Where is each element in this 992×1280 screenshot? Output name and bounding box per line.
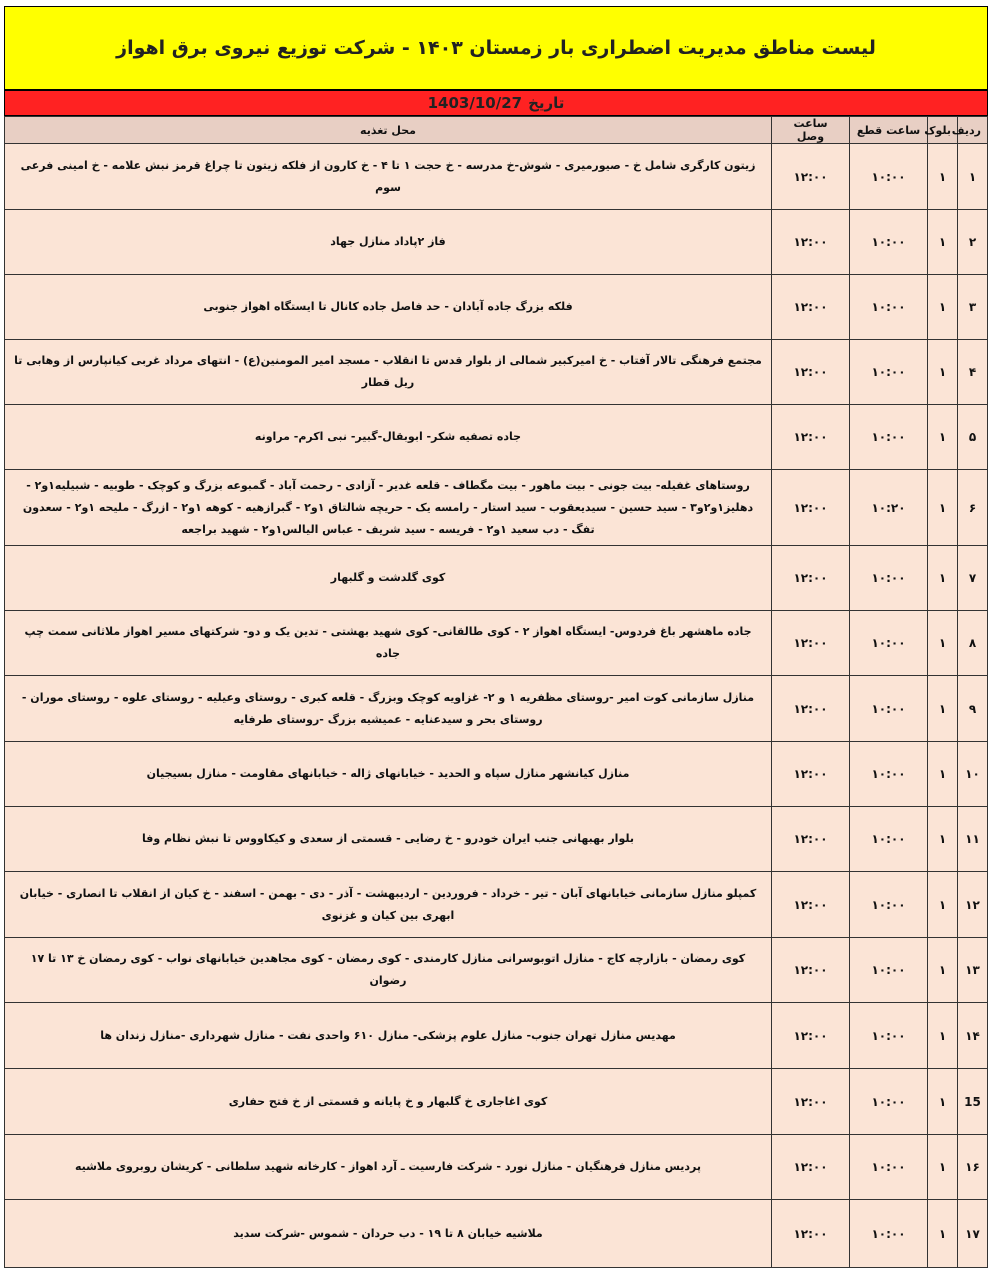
header-connect-time: ساعت وصل [772,117,850,144]
row-number-cell: ۸ [958,611,988,676]
block-cell: ۱ [928,1069,958,1135]
row-number-cell: ۴ [958,340,988,405]
header-cut-time: ساعت قطع [850,117,928,144]
row-number-cell: ۱۰ [958,742,988,807]
cut-time-cell: ۱۰:۰۰ [850,676,928,742]
connect-time-cell: ۱۲:۰۰ [772,210,850,275]
connect-time-cell: ۱۲:۰۰ [772,807,850,872]
connect-time-cell: ۱۲:۰۰ [772,742,850,807]
row-number-cell: 15 [958,1069,988,1135]
cut-time-cell: ۱۰:۰۰ [850,872,928,938]
row-number-cell: ۹ [958,676,988,742]
table-row [5,144,988,210]
block-cell: ۱ [928,144,958,210]
date-value: 1403/10/27 [427,94,523,112]
table-row [5,1003,988,1069]
connect-time-cell: ۱۲:۰۰ [772,1003,850,1069]
header-block: بلوک [928,117,958,144]
location-cell: روستاهای غفیله- بیت جونی - بیت ماهور - بیت مگطاف - قلعه غدیر - آزادی - رحمت آباد - گمبوعه بزرگ و کوچک - طوبیه - شبیلیه۱و۲ - دهلیز۱و۲و۳ - سید حسین - سیدیعقوب - سید استار - رامسه یک - حریچه شالتاق ۱و۲ - گبرازهیه - کوهه ۱و۲ - ازرگ - ملیحه ۱و۲ - سعدون تفگ - دب سعید ۱و۲ - فریسه - سید شریف - عباس الیالس۱و۲ - شهید براجعه [5,470,772,546]
cut-time-cell: ۱۰:۰۰ [850,340,928,405]
location-cell: کوی گلدشت و گلبهار [5,546,772,611]
row-number-cell: ۶ [958,470,988,546]
connect-time-cell: ۱۲:۰۰ [772,470,850,546]
cut-time-cell: ۱۰:۰۰ [850,405,928,470]
table-row [5,1200,988,1268]
table-row [5,210,988,275]
block-cell: ۱ [928,1200,958,1268]
table-row [5,275,988,340]
connect-time-cell: ۱۲:۰۰ [772,546,850,611]
table-row [5,742,988,807]
header-location: محل تغذیه [5,117,772,144]
block-cell: ۱ [928,807,958,872]
row-number-cell: ۱۳ [958,938,988,1003]
cut-time-cell: ۱۰:۰۰ [850,275,928,340]
table-row [5,1135,988,1200]
row-number-cell: ۱۴ [958,1003,988,1069]
location-cell: منازل کیانشهر منازل سپاه و الحدید - خیابانهای ژاله - خیابانهای مقاومت - منازل بسیجیان [5,742,772,807]
cut-time-cell: ۱۰:۰۰ [850,210,928,275]
row-number-cell: ۷ [958,546,988,611]
block-cell: ۱ [928,470,958,546]
header-row-number: ردیف [958,117,988,144]
row-number-cell: ۱۲ [958,872,988,938]
block-cell: ۱ [928,611,958,676]
connect-time-cell: ۱۲:۰۰ [772,1069,850,1135]
connect-time-cell: ۱۲:۰۰ [772,676,850,742]
connect-time-cell: ۱۲:۰۰ [772,872,850,938]
cut-time-cell: ۱۰:۰۰ [850,1135,928,1200]
location-cell: مجتمع فرهنگی تالار آفتاب - خ امیرکبیر شمالی از بلوار قدس تا انقلاب - مسجد امیر المومنین(ع) - انتهای مرداد غربی کیانپارس از وهابی تا ریل قطار [5,340,772,405]
table-row [5,611,988,676]
connect-time-cell: ۱۲:۰۰ [772,611,850,676]
cut-time-cell: ۱۰:۰۰ [850,1069,928,1135]
connect-time-cell: ۱۲:۰۰ [772,275,850,340]
block-cell: ۱ [928,1003,958,1069]
date-bar [4,90,988,116]
location-cell: جاده ماهشهر باغ فردوس- ایستگاه اهواز ۲ - کوی طالقانی- کوی شهید بهشتی - تدین یک و دو- شرکتهای مسیر اهواز ملاثانی سمت چپ جاده [5,611,772,676]
table-row [5,405,988,470]
location-cell: کمپلو منازل سازمانی خیابانهای آبان - تیر - خرداد - فروردین - اردیبهشت - آذر - دی - بهمن - اسفند - خ کیان از انقلاب تا انصاری - خیابان ابهری بین کیان و غزنوی [5,872,772,938]
table-row [5,340,988,405]
cut-time-cell: ۱۰:۰۰ [850,742,928,807]
location-cell: مهدیس منازل تهران جنوب- منازل علوم پزشکی- منازل ۶۱۰ واحدی نفت - منازل شهرداری -منازل زندان ها [5,1003,772,1069]
connect-time-cell: ۱۲:۰۰ [772,144,850,210]
row-number-cell: ۱ [958,144,988,210]
location-cell: ملاشیه خیابان ۸ تا ۱۹ - دب حردان - شموس -شرکت سدید [5,1200,772,1268]
cut-time-cell: ۱۰:۰۰ [850,611,928,676]
block-cell: ۱ [928,676,958,742]
block-cell: ۱ [928,275,958,340]
outage-table [4,116,988,1268]
page-title [4,6,988,90]
location-cell: منازل سازمانی کوت امیر -روستای مظفریه ۱ و ۲- غزاویه کوچک وبزرگ - قلعه کبری - روستای وعیلیه - روستای علوه - روستای موران - روستای بحر و سیدعنایه - عمیشیه بزرگ -روستای طرفایه [5,676,772,742]
block-cell: ۱ [928,1135,958,1200]
table-row [5,807,988,872]
cut-time-cell: ۱۰:۲۰ [850,470,928,546]
table-row [5,1069,988,1135]
table-row [5,938,988,1003]
connect-time-cell: ۱۲:۰۰ [772,405,850,470]
block-cell: ۱ [928,405,958,470]
block-cell: ۱ [928,210,958,275]
location-cell: کوی اغاجاری خ گلبهار و خ پایانه و قسمتی از خ فتح حفاری [5,1069,772,1135]
block-cell: ۱ [928,546,958,611]
cut-time-cell: ۱۰:۰۰ [850,1003,928,1069]
location-cell: فاز ۲پاداد منازل جهاد [5,210,772,275]
row-number-cell: ۵ [958,405,988,470]
row-number-cell: ۳ [958,275,988,340]
location-cell: فلکه بزرگ جاده آبادان - حد فاصل جاده کانال تا ایستگاه اهواز جنوبی [5,275,772,340]
table-header-row [5,117,988,144]
block-cell: ۱ [928,340,958,405]
table-body [5,144,988,1268]
location-cell: بلوار بهبهانی جنب ایران خودرو - خ رضایی - قسمتی از سعدی و کیکاووس تا نبش نظام وفا [5,807,772,872]
connect-time-cell: ۱۲:۰۰ [772,340,850,405]
row-number-cell: ۱۱ [958,807,988,872]
connect-time-cell: ۱۲:۰۰ [772,1200,850,1268]
connect-time-cell: ۱۲:۰۰ [772,938,850,1003]
location-cell: زیتون کارگری شامل خ - صیورمیری - شوش-خ مدرسه - خ حجت ۱ تا ۴ - خ کارون از فلکه زیتون تا چراغ قرمز نبش علامه - خ امینی فرعی سوم [5,144,772,210]
cut-time-cell: ۱۰:۰۰ [850,1200,928,1268]
cut-time-cell: ۱۰:۰۰ [850,938,928,1003]
cut-time-cell: ۱۰:۰۰ [850,546,928,611]
row-number-cell: ۲ [958,210,988,275]
location-cell: پردیس منازل فرهنگیان - منازل نورد - شرکت فارسیت ـ آرد اهواز - کارخانه شهید سلطانی - کریشان روبروی ملاشیه [5,1135,772,1200]
cut-time-cell: ۱۰:۰۰ [850,144,928,210]
location-cell: کوی رمضان - بازارچه کاج - منازل اتوبوسرانی منازل کارمندی - کوی رمضان - کوی مجاهدین خیابانهای نواب - کوی رمضان خ ۱۳ تا ۱۷ رضوان [5,938,772,1003]
block-cell: ۱ [928,938,958,1003]
location-cell: جاده تصفیه شکر- ابوبقال-گبیر- نبی اکرم- مراونه [5,405,772,470]
table-row [5,470,988,546]
table-row [5,872,988,938]
connect-time-cell: ۱۲:۰۰ [772,1135,850,1200]
table-row [5,546,988,611]
table-row [5,676,988,742]
block-cell: ۱ [928,742,958,807]
date-label: تاریخ [528,94,565,112]
block-cell: ۱ [928,872,958,938]
page-title-text: لیست مناطق مدیریت اضطراری بار زمستان ۱۴۰۳ - شرکت توزیع نیروی برق اهواز [116,37,876,59]
row-number-cell: ۱۶ [958,1135,988,1200]
row-number-cell: ۱۷ [958,1200,988,1268]
cut-time-cell: ۱۰:۰۰ [850,807,928,872]
